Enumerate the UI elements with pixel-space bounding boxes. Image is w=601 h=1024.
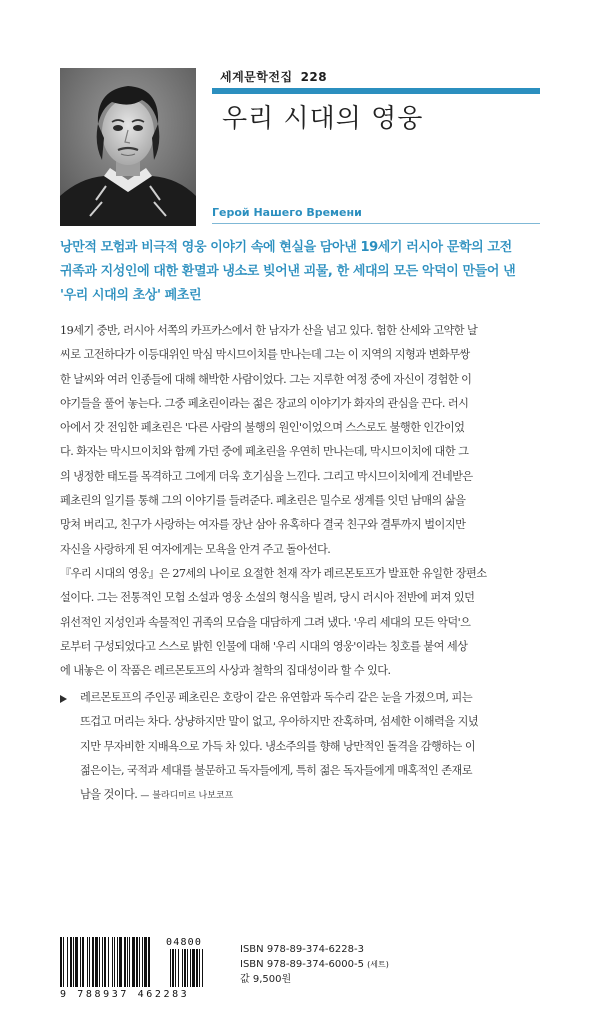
barcode-bar (95, 937, 98, 987)
barcode-bar (82, 937, 84, 987)
barcode-addon-bar (202, 949, 203, 987)
barcode-bar (80, 937, 81, 987)
barcode-bar (67, 937, 68, 987)
tagline-line: 낭만적 모험과 비극적 영웅 이야기 속에 현실을 담아낸 19세기 러시아 문학의 고전 (60, 240, 512, 255)
isbn-block (240, 942, 389, 987)
barcode-bar (119, 937, 122, 987)
barcode-bar (89, 937, 90, 987)
barcode-bar (60, 937, 62, 987)
synopsis-line: 한 날씨와 여러 인종들에 대해 해박한 사람이었다. 그는 지루한 여정 중에 자신이 경험한 이 (60, 372, 472, 386)
barcode-bar (108, 937, 109, 987)
series-label (220, 68, 327, 85)
barcode-bar (73, 937, 74, 987)
original-title: Герой Нашего Времени (212, 206, 362, 219)
series-number: 228 (300, 70, 328, 84)
barcode-addon-bar (187, 949, 188, 987)
barcode-addon-bar (178, 949, 179, 987)
barcode-bar (104, 937, 106, 987)
synopsis-line: 페초린의 일기를 통해 그의 이야기를 들려준다. 페초린은 밀수로 생계를 잇던 남매의 삶을 (60, 494, 466, 508)
synopsis-line: 아에서 갓 전임한 페초린은 '다른 사람의 불행의 원인'이었으며 스스로도 불행한 인간이었 (60, 421, 465, 435)
synopsis-line: 야기들을 풀어 놓는다. 그중 페초린이라는 젊은 장교의 이야기가 화자의 관심을 끈다. 러시 (60, 396, 469, 410)
quote-line: 뜨겁고 머리는 차다. 상냥하지만 말이 없고, 우아하지만 잔혹하며, 섬세한 이해력을 지녔 (80, 715, 479, 729)
barcode-bar (139, 937, 140, 987)
barcode-addon-bar (192, 949, 195, 987)
synopsis-line: 자신을 사랑하게 된 여자에게는 모욕을 안겨 주고 돌아선다. (60, 542, 331, 556)
barcode-bar (142, 937, 143, 987)
triangle-bullet-icon (60, 695, 67, 703)
synopsis-line: 에 내놓은 이 작품은 레르몬토프의 사상과 철학의 집대성이라 할 수 있다. (60, 664, 391, 678)
barcode-bar (124, 937, 126, 987)
title-rule (212, 88, 540, 94)
tagline (60, 236, 550, 308)
barcode-bar (136, 937, 138, 987)
barcode-addon-bar (182, 949, 183, 987)
tagline-line: 귀족과 지성인에 대한 환멸과 냉소로 빚어낸 괴물, 한 세대의 모든 악덕이 만들어 낸 (60, 264, 516, 279)
barcode-bar (70, 937, 72, 987)
barcode-bar (148, 937, 150, 987)
barcode-bar (144, 937, 147, 987)
portrait-image (60, 68, 196, 226)
barcode-addon-digits: 04800 (166, 937, 203, 948)
isbn-line: ISBN 978-89-374-6228-3 (240, 944, 364, 955)
synopsis-line: 망쳐 버리고, 친구가 사랑하는 여자를 장난 삼아 유혹하다 결국 친구와 결투까지 벌이지만 (60, 518, 466, 532)
synopsis-line: 『우리 시대의 영웅』은 27세의 나이로 요절한 천재 작가 레르몬토프가 발표한 유일한 장편소 (60, 566, 487, 580)
barcode-addon-bar (175, 949, 176, 987)
barcode-bar (114, 937, 115, 987)
barcode-bar (112, 937, 113, 987)
barcode-addon-bar (170, 949, 171, 987)
quote-attribution: — 블라디미르 나보코프 (140, 791, 234, 802)
barcode-bar (129, 937, 130, 987)
barcode-addon-bar (172, 949, 174, 987)
barcode-bar (132, 937, 135, 987)
barcode-addon-bar (190, 949, 191, 987)
synopsis-line: 위선적인 지성인과 속물적인 귀족의 모습을 대담하게 그려 냈다. '우리 세대의 모든 악덕'으 (60, 615, 471, 629)
synopsis-line: 의 냉정한 태도를 목격하고 그에게 더욱 호기심을 느낀다. 그리고 막시므이치에게 건네받은 (60, 469, 473, 483)
barcode-bar (102, 937, 103, 987)
synopsis-line: 씨로 고전하다가 이등대위인 막심 막시므이치를 만나는데 그는 이 지역의 지형과 변화무쌍 (60, 348, 470, 362)
barcode-bar (117, 937, 118, 987)
barcode-bar (99, 937, 100, 987)
isbn-line: ISBN 978-89-374-6000-5 (240, 959, 364, 970)
synopsis (60, 319, 546, 683)
book-title: 우리 시대의 영웅 (222, 104, 424, 134)
barcode-bar (75, 937, 78, 987)
quote-line: 레르몬토프의 주인공 페초린은 호랑이 같은 유연함과 독수리 같은 눈을 가졌으며, 피는 (80, 691, 473, 704)
quote-line: 지만 무자비한 지배욕으로 가득 차 있다. 냉소주의를 향해 낭만적인 돌격을 감행하는 이 (80, 739, 476, 753)
barcode-digits: 9 788937 462283 (60, 989, 190, 1000)
barcode-addon-bar (199, 949, 200, 987)
barcode-bar (63, 937, 64, 987)
synopsis-line: 설이다. 그는 전통적인 모험 소설과 영웅 소설의 형식을 빌려, 당시 러시아 전반에 퍼져 있던 (60, 591, 475, 605)
quote-line: 남을 것이다. (80, 788, 138, 802)
price: 값 9,500원 (240, 974, 292, 985)
barcode-bar (87, 937, 88, 987)
barcode-addon-bar (196, 949, 198, 987)
subtitle-rule (212, 223, 540, 224)
author-portrait (60, 68, 196, 226)
barcode-bar (92, 937, 94, 987)
series-name: 세계문학전집 (220, 70, 293, 84)
quote-line: 젊은이는, 국적과 세대를 불문하고 독자들에게, 특히 젊은 독자들에게 매혹적인 존재로 (80, 763, 473, 777)
synopsis-line: 다. 화자는 막시므이치와 함께 가던 중에 페초린을 우연히 만나는데, 막시므이치에 대한 그 (60, 445, 469, 459)
barcode-addon-bar (184, 949, 186, 987)
tagline-line: '우리 시대의 초상' 페초린 (60, 288, 202, 303)
isbn-set-label: (세트) (367, 960, 389, 969)
barcode-bar (127, 937, 128, 987)
synopsis-line: 로부터 구성되었다고 스스로 밝힌 인물에 대해 '우리 시대의 영웅'이라는 칭호를 붙여 세상 (60, 639, 468, 653)
synopsis-line: 19세기 중반, 러시아 서쪽의 카프카스에서 한 남자가 산을 넘고 있다. 험한 산세와 고약한 날 (60, 324, 478, 337)
